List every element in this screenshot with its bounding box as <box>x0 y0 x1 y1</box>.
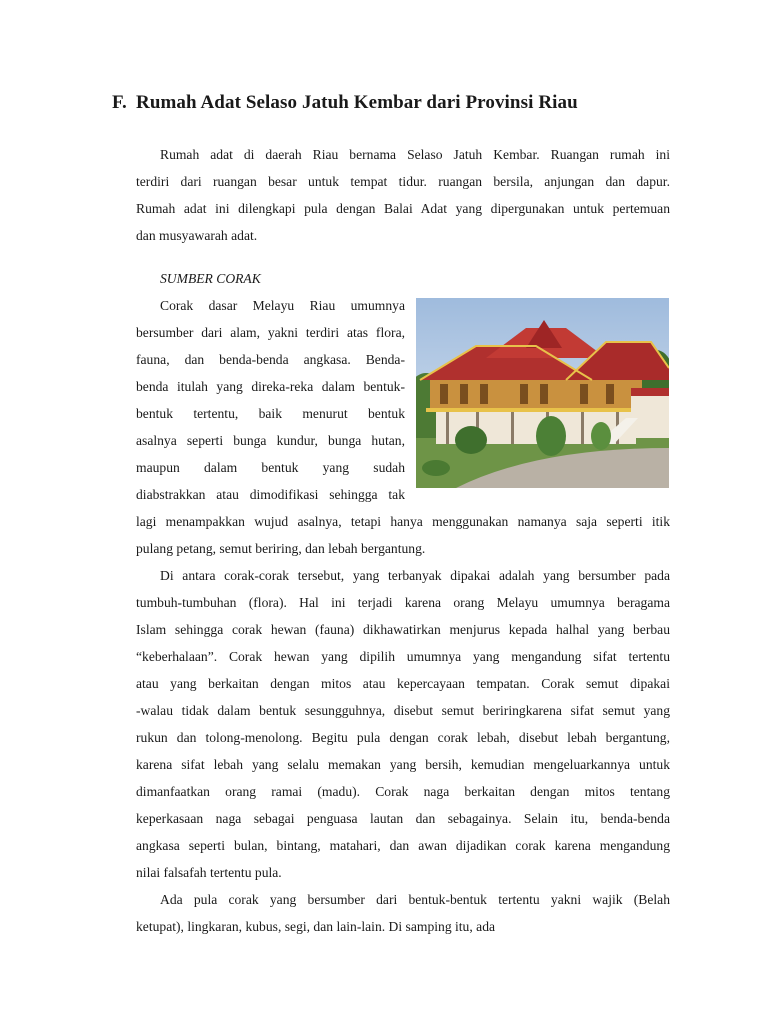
section-heading <box>112 92 578 114</box>
paragraph-line: bentuk tertentu, baik menurut bentuk <box>136 406 405 421</box>
paragraph-line: maupun dalam bentuk yang sudah <box>136 460 405 475</box>
paragraph-line: rukun dan tolong-menolong. Begitu pula dengan corak lebah, disebut lebah bergantung, <box>136 730 670 745</box>
paragraph-line: atau yang berkaitan dengan mitos atau kepercayaan tempatan. Corak semut dipakai <box>136 676 670 691</box>
paragraph-line: Ada pula corak yang bersumber dari bentuk-bentuk tertentu yakni wajik (Belah <box>160 892 670 907</box>
paragraph-line: Di antara corak-corak tersebut, yang terbanyak dipakai adalah yang bersumber pada <box>160 568 670 583</box>
paragraph-line: Rumah adat di daerah Riau bernama Selaso Jatuh Kembar. Ruangan rumah ini <box>160 147 670 162</box>
paragraph-line: Rumah adat ini dilengkapi pula dengan Balai Adat yang dipergunakan untuk pertemuan <box>136 201 670 216</box>
paragraph-line: tumbuh-tumbuhan (flora). Hal ini terjadi karena orang Melayu umumnya beragama <box>136 595 670 610</box>
subheading: SUMBER CORAK <box>160 271 261 286</box>
paragraph-line: bersumber dari alam, yakni terdiri atas flora, <box>136 325 405 340</box>
paragraph-line: lagi menampakkan wujud asalnya, tetapi hanya menggunakan namanya saja seperti itik <box>136 514 670 529</box>
paragraph-line: benda itulah yang direka-reka dalam bentuk- <box>136 379 405 394</box>
paragraph-line: keperkasaan naga sebagai penguasa lautan dan sebagainya. Selain itu, benda-benda <box>136 811 670 826</box>
paragraph-line: nilai falsafah tertentu pula. <box>136 865 282 880</box>
paragraph-line: dan musyawarah adat. <box>136 228 258 243</box>
section-title: Rumah Adat Selaso Jatuh Kembar dari Provinsi Riau <box>136 92 578 113</box>
paragraph-line: dimanfaatkan orang ramai (madu). Corak naga berkaitan dengan mitos tentang <box>136 784 670 799</box>
paragraph-line: karena sifat lebah yang selalu memakan yang bersih, kemudian mengeluarkannya untuk <box>136 757 670 772</box>
section-number: F. <box>112 92 127 113</box>
paragraph-line: “keberhalaan”. Corak hewan yang dipilih umumnya yang mengandung sifat tertentu <box>136 649 670 664</box>
riau-house-photo <box>416 298 669 488</box>
paragraph-line: -walau tidak dalam bentuk sesungguhnya, disebut semut beriringkarena sifat semut yang <box>136 703 670 718</box>
paragraph-line: fauna, dan benda-benda angkasa. Benda- <box>136 352 405 367</box>
paragraph-line: angkasa seperti bulan, bintang, matahari, dan awan dijadikan corak karena mengandung <box>136 838 670 853</box>
paragraph-line: terdiri dari ruangan besar untuk tempat tidur. ruangan bersila, anjungan dan dapur. <box>136 174 670 189</box>
paragraph-line: ketupat), lingkaran, kubus, segi, dan lain-lain. Di samping itu, ada <box>136 919 496 934</box>
paragraph-line: pulang petang, semut beriring, dan lebah bergantung. <box>136 541 426 556</box>
paragraph-line: diabstrakkan atau dimodifikasi sehingga tak <box>136 487 405 502</box>
paragraph-line: Islam sehingga corak hewan (fauna) dikhawatirkan menjurus kepada halhal yang berbau <box>136 622 670 637</box>
paragraph-line: Corak dasar Melayu Riau umumnya <box>160 298 405 313</box>
paragraph-line: asalnya seperti bunga kundur, bunga hutan, <box>136 433 405 448</box>
